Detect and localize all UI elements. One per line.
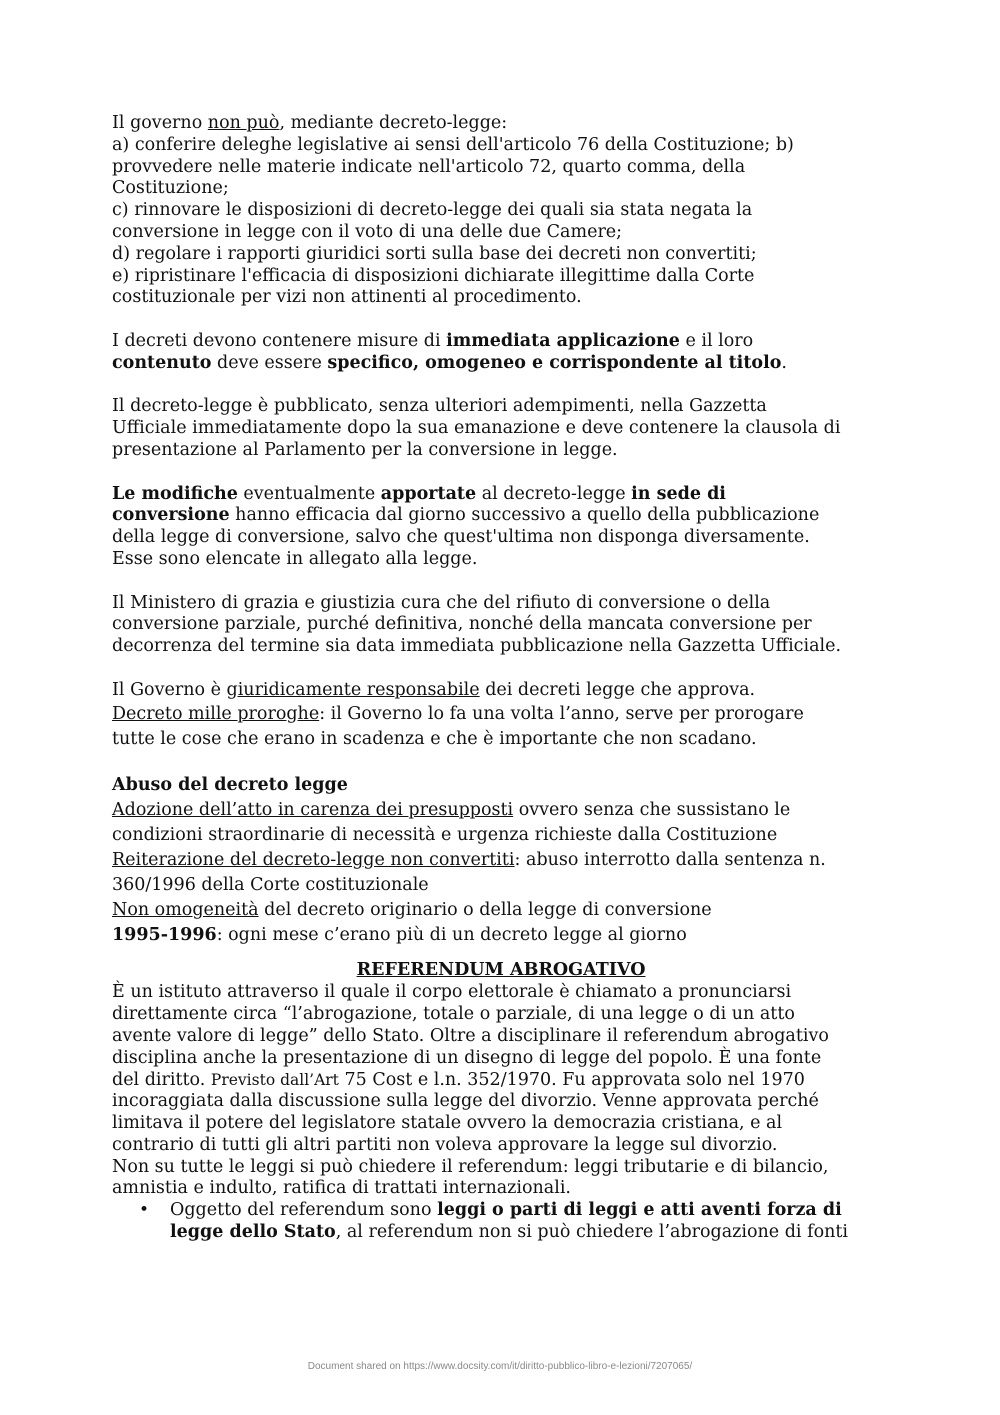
text-line: decorrenza del termine sia data immediata pubblicazione nella Gazzetta Ufficiale. xyxy=(112,636,842,657)
underlined-text: Adozione dell’atto in carenza dei presupposti xyxy=(112,800,514,821)
text: , mediante decreto-legge: xyxy=(279,113,508,133)
text-line: c) rinnovare le disposizioni di decreto-legge dei quali sia stata negata la xyxy=(112,200,753,221)
section-heading: Abuso del decreto legge xyxy=(112,775,348,796)
text-line: direttamente circa “l’abrogazione, totale o parziale, di una legge o di un atto xyxy=(112,1004,795,1025)
footer-source: Document shared on https://www.docsity.com/it/diritto-pubblico-libro-e-lezioni/7207065/ xyxy=(307,1361,693,1372)
text-line: presentazione al Parlamento per la conversione in legge. xyxy=(112,439,618,460)
text-line: amnistia e indulto, ratifica di trattati internazionali. xyxy=(112,1178,571,1199)
paragraph-limits xyxy=(112,113,890,309)
text-line: e) ripristinare l'efficacia di disposizioni dichiarate illegittime dalla Corte xyxy=(112,265,755,286)
bold-text: in sede di xyxy=(631,483,726,504)
underlined-text: giuridicamente responsabile xyxy=(226,679,480,700)
text-line: a) conferire deleghe legislative ai sensi dell'articolo 76 della Costituzione; b) xyxy=(112,134,794,155)
text-line: avente valore di legge” dello Stato. Oltre a disciplinare il referendum abrogativo xyxy=(112,1025,829,1046)
underlined-text: Decreto mille proroghe xyxy=(112,703,320,724)
text: hanno efficacia dal giorno successivo a quello della pubblicazione xyxy=(229,505,820,526)
text: : abuso interrotto dalla sentenza n. xyxy=(514,850,826,871)
text: Oggetto del referendum sono xyxy=(170,1200,438,1221)
text-line: Non su tutte le leggi si può chiedere il referendum: leggi tributarie e di bilancio, xyxy=(112,1156,829,1177)
text: dei decreti legge che approva. xyxy=(479,679,756,700)
paragraph-responsibility xyxy=(112,680,890,752)
bold-text: contenuto xyxy=(112,352,212,373)
text: . xyxy=(781,352,787,373)
bold-text: leggi o parti di leggi e atti aventi forza di xyxy=(437,1200,842,1221)
text-line: costituzionale per vizi non attinenti al procedimento. xyxy=(112,287,582,308)
text-line xyxy=(112,923,890,948)
text-line: della legge di conversione, salvo che quest'ultima non disponga diversamente. xyxy=(112,527,810,548)
text-line xyxy=(112,331,890,353)
bold-text: 1995-1996 xyxy=(112,925,217,946)
text-line: conversione parziale, purché definitiva, nonché della mancata conversione per xyxy=(112,614,812,635)
text: I decreti devono contenere misure di xyxy=(112,330,447,351)
text-line xyxy=(112,1070,890,1092)
text-line xyxy=(112,484,890,506)
text: 75 Cost e l.n. 352/1970. Fu approvata solo nel 1970 xyxy=(338,1069,805,1090)
bullet-icon: • xyxy=(139,1200,150,1221)
text-line: conversione in legge con il voto di una delle due Camere; xyxy=(112,221,623,242)
small-text: Previsto dall’Art xyxy=(210,1070,339,1089)
text-line xyxy=(112,702,890,727)
text: ovvero senza che sussistano le xyxy=(513,800,791,821)
text-line: Il decreto-legge è pubblicato, senza ulteriori adempimenti, nella Gazzetta xyxy=(112,396,767,417)
document-page xyxy=(112,113,890,1244)
bullet-list xyxy=(112,1200,890,1244)
text: , al referendum non si può chiedere l’abrogazione di fonti xyxy=(335,1222,849,1243)
text-line: disciplina anche la presentazione di un disegno di legge del popolo. È una fonte xyxy=(112,1047,822,1068)
text-line xyxy=(112,353,890,375)
text-line xyxy=(112,898,890,923)
underlined-text: non può xyxy=(207,113,280,133)
text-line xyxy=(112,113,890,135)
bold-text: legge dello Stato xyxy=(170,1222,336,1243)
text: al decreto-legge xyxy=(476,483,632,504)
text-line: tutte le cose che erano in scadenza e che è importante che non scadano. xyxy=(112,728,757,749)
text-line: Costituzione; xyxy=(112,178,229,199)
bold-text: immediata applicazione xyxy=(446,330,680,351)
text-line: contrario di tutti gli altri partiti non voleva approvare la legge sul divorzio. xyxy=(112,1134,778,1155)
text: : il Governo lo fa una volta l’anno, serve per prorogare xyxy=(319,703,804,724)
paragraph-ministry xyxy=(112,593,890,658)
text: deve essere xyxy=(211,352,328,373)
paragraph-publication xyxy=(112,396,890,461)
text-line xyxy=(112,680,890,702)
paragraph-content xyxy=(112,331,890,375)
text: del diritto. xyxy=(112,1069,211,1090)
underlined-text: Reiterazione del decreto-legge non convertiti xyxy=(112,850,515,871)
text-line: provvedere nelle materie indicate nell'articolo 72, quarto comma, della xyxy=(112,156,746,177)
text: Il Governo è xyxy=(112,679,227,700)
text-line xyxy=(170,1200,890,1222)
text: del decreto originario o della legge di conversione xyxy=(258,900,712,921)
section-referendum xyxy=(112,958,890,1244)
bold-text: apportate xyxy=(380,483,477,504)
paragraph-modifications xyxy=(112,484,890,571)
text: e il loro xyxy=(679,330,754,351)
text-line: 360/1996 della Corte costituzionale xyxy=(112,875,429,896)
text-line: Ufficiale immediatamente dopo la sua emanazione e deve contenere la clausola di xyxy=(112,418,841,439)
text-line: d) regolare i rapporti giuridici sorti sulla base dei decreti non convertiti; xyxy=(112,243,757,264)
text-line: Esse sono elencate in allegato alla legge. xyxy=(112,548,478,569)
text: Il governo xyxy=(112,113,208,133)
section-heading: REFERENDUM ABROGATIVO xyxy=(356,960,646,981)
bold-text: conversione xyxy=(112,505,230,526)
text-line xyxy=(112,848,890,873)
underlined-text: Non omogeneità xyxy=(112,900,259,921)
text-line xyxy=(112,505,890,527)
text: eventualmente xyxy=(237,483,381,504)
text-line xyxy=(170,1222,890,1244)
text-line: condizioni straordinarie di necessità e urgenza richieste dalla Costituzione xyxy=(112,825,778,846)
section-abuse xyxy=(112,773,890,948)
text-line: È un istituto attraverso il quale il corpo elettorale è chiamato a pronunciarsi xyxy=(112,982,792,1003)
text-line: limitava il potere del legislatore statale ovvero la democrazia cristiana, e al xyxy=(112,1113,783,1134)
list-item xyxy=(112,1200,890,1244)
bold-text: Le modifiche xyxy=(112,483,238,504)
bold-text: specifico, omogeneo e corrispondente al titolo xyxy=(327,352,782,373)
text: : ogni mese c’erano più di un decreto legge al giorno xyxy=(216,925,687,946)
text-line: Il Ministero di grazia e giustizia cura che del rifiuto di conversione o della xyxy=(112,592,771,613)
text-line: incoraggiata dalla discussione sulla legge del divorzio. Venne approvata perché xyxy=(112,1091,819,1112)
text-line xyxy=(112,798,890,823)
